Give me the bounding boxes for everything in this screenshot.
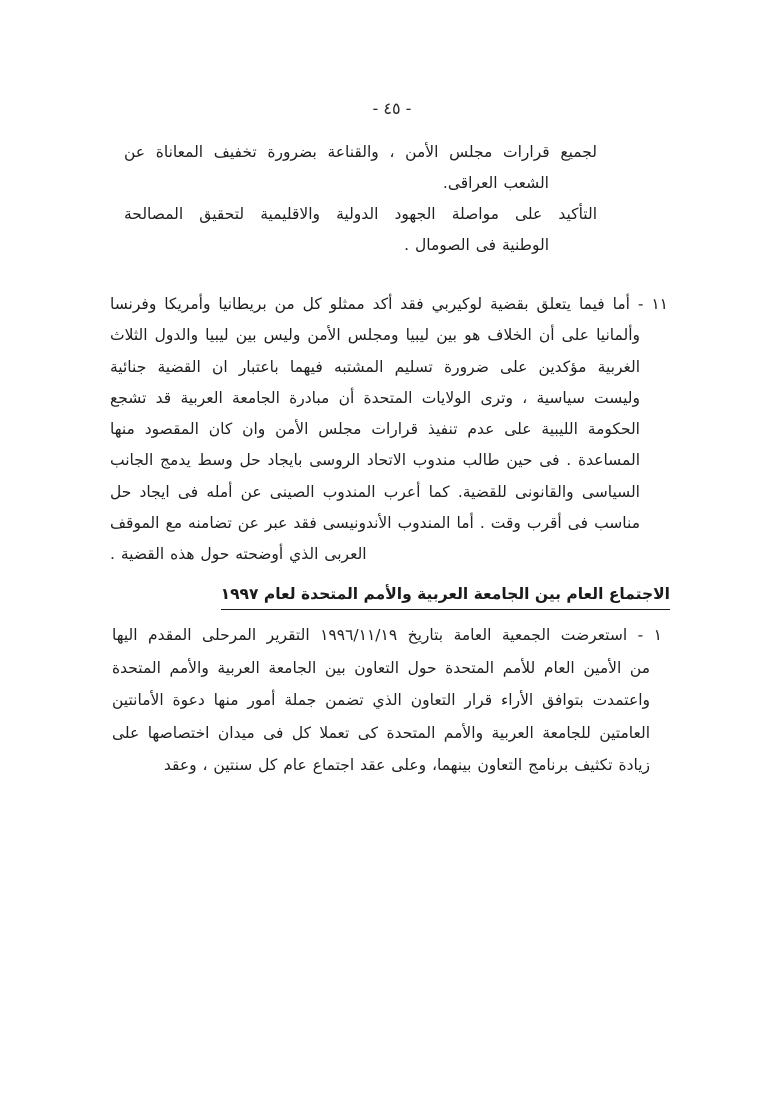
text-line: زيادة تكثيف برنامج التعاون بينهما، وعلى عقد اجتماع عام كل سنتين ، وعقد — [163, 756, 650, 774]
text-segment: استعرضت الجمعية العامة بتاريخ ١٩٩٦/١١/١٩ التقرير المرحلى المقدم اليها — [112, 626, 628, 644]
text-line: لجميع قرارات مجلس الأمن ، والقناعة بضرورة تخفيف المعاناة عن — [124, 143, 597, 161]
text-line: العامتين للجامعة العربية والأمم المتحدة كى تعملا كل فى ميدان اختصاصها على — [112, 723, 650, 742]
section-heading: الاجتماع العام بين الجامعة العربية والأمم المتحدة لعام ١٩٩٧ — [221, 584, 670, 610]
page-number: - ٤٥ - — [372, 99, 412, 118]
text-line: الغربية مؤكدين على ضرورة تسليم المشتبه فيهما باعتبار ان القضية جنائية — [110, 357, 640, 376]
text-segment: أما فيما يتعلق بقضية لوكيربي فقد أكد ممثلو كل من بريطانيا وأمريكا وفرنسا — [110, 295, 630, 313]
text-line: وألمانيا على أن الخلاف هو بين ليبيا ومجلس الأمن وليس بين ليبيا والدول الثلاث — [110, 326, 640, 345]
text-line: الشعب العراقى. — [442, 174, 549, 192]
text-line: المساعدة . فى حين طالب مندوب الاتحاد الروسى بايجاد حل وسط يدمج الجانب — [110, 451, 640, 470]
text-line: التأكيد على مواصلة الجهود الدولية والاقليمية لتحقيق المصالحة — [124, 205, 597, 223]
text-line: مناسب فى أقرب وقت . أما المندوب الأندونيسى فقد عبر عن تضامنه مع الموقف — [110, 514, 640, 533]
text-line: واعتمدت بتوافق الأراء قرار التعاون الذي تضمن جملة أمور منها دعوة الأمانتين — [112, 691, 650, 709]
list-item-number: ١ - — [627, 626, 662, 644]
item-1-paragraph — [112, 619, 662, 782]
text-line — [112, 619, 662, 652]
item-11-paragraph — [110, 289, 668, 571]
text-line: وليست سياسية ، وترى الولايات المتحدة أن مبادرة الجامعة العربية قد تشجع — [110, 388, 640, 407]
list-item-number: ١١ - — [629, 295, 668, 313]
text-line: الحكومة الليبية على عدم تنفيذ قرارات مجلس الأمن وان كان المقصود منها — [110, 420, 640, 439]
text-line: السياسى والقانونى للقضية. كما أعرب المندوب الصينى عن أمله فى ايجاد حل — [110, 482, 640, 501]
text-line: من الأمين العام للأمم المتحدة حول التعاون بين الجامعة العربية والأمم المتحدة — [112, 658, 650, 677]
text-line: الوطنية فى الصومال . — [404, 236, 549, 254]
text-line: العربى الذي أوضحته حول هذه القضية . — [110, 545, 367, 564]
text-line — [110, 289, 668, 320]
intro-paragraph — [124, 137, 597, 261]
